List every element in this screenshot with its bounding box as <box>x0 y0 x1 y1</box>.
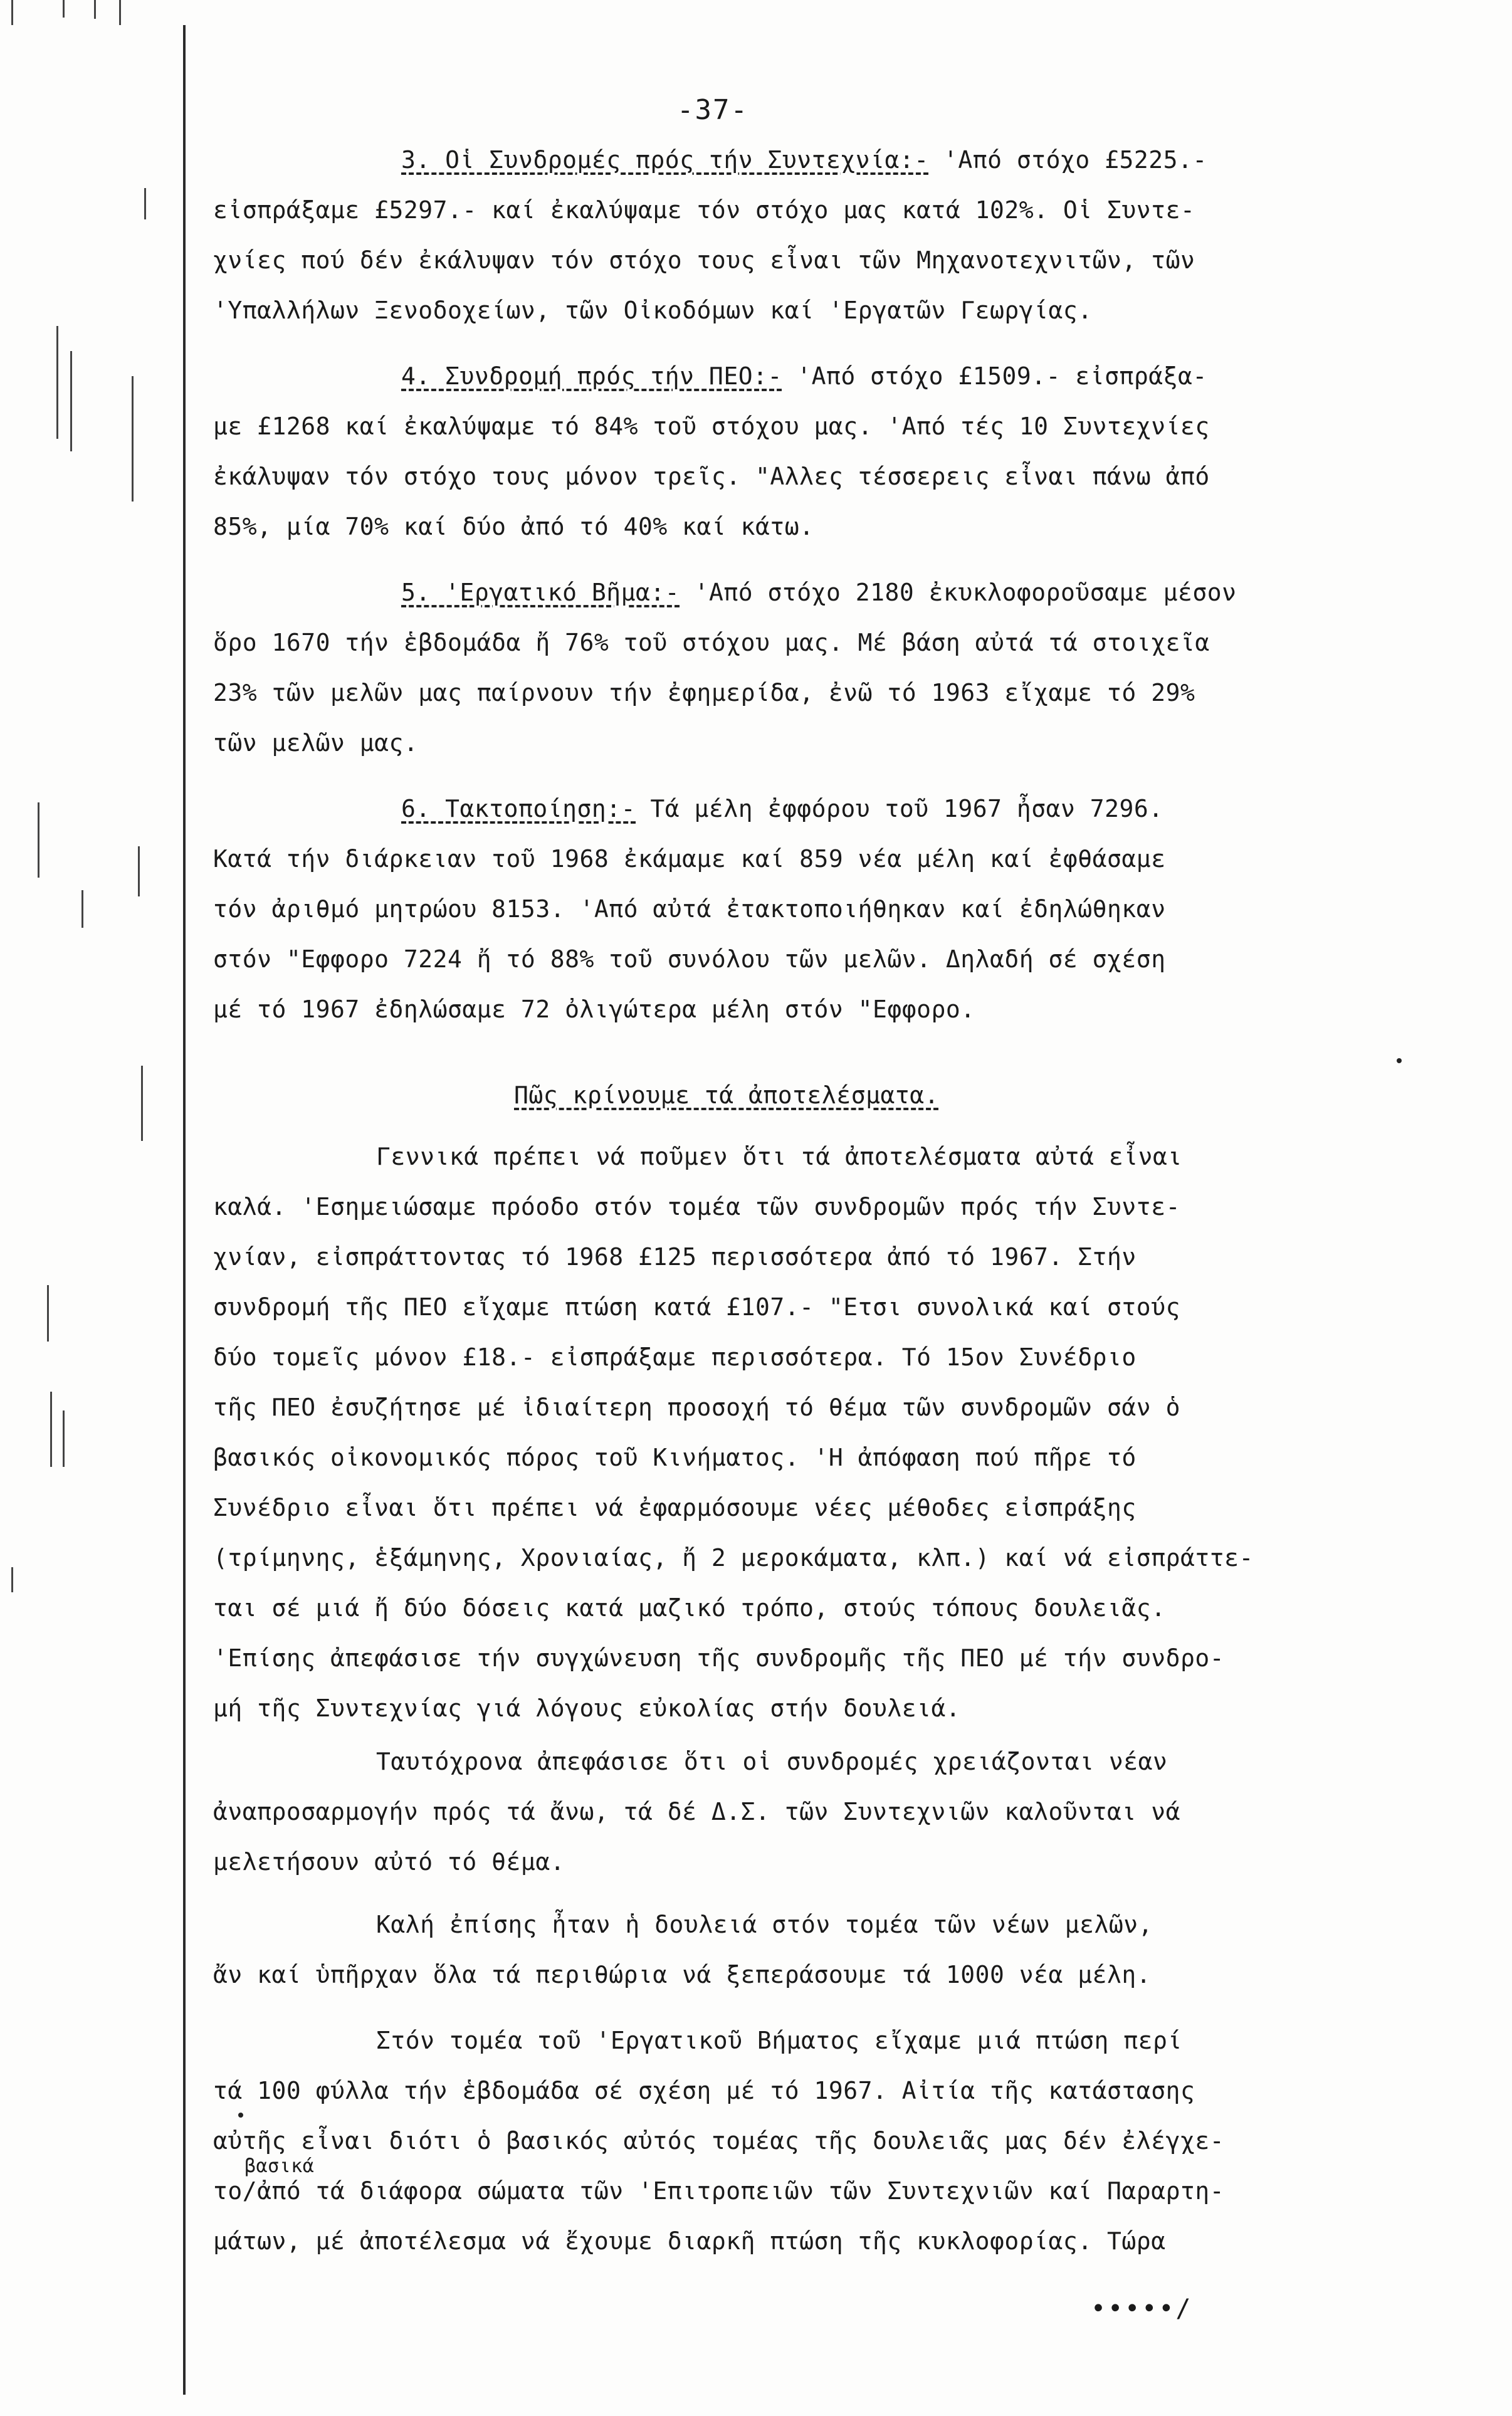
text-line: 23% τῶν μελῶν μας παίρνουν τήν ἐφημερίδα, ἐνῶ τό 1963 εἴχαμε τό 29% <box>213 679 1195 706</box>
section-title: 5. 'Εργατικό Βῆμα:- <box>401 579 680 606</box>
text-span: 'Από στόχο £1509.- εἰσπράξα- <box>782 362 1207 390</box>
text-line: Στόν τομέα τοῦ 'Εργατικοῦ Βήματος εἴχαμε μιά πτώση περί <box>376 2027 1182 2054</box>
section-3 <box>213 135 1404 335</box>
stray-mark <box>1397 1058 1402 1063</box>
text-line: καλά. 'Εσημειώσαμε πρόοδο στόν τομέα τῶν συνδρομῶν πρός τήν Συντε- <box>213 1193 1180 1221</box>
page-number: -37- <box>677 94 748 126</box>
section-4 <box>213 351 1404 552</box>
text-line <box>213 351 1404 401</box>
text-span: Τά μέλη ἐφφόρου τοῦ 1967 ἦσαν 7296. <box>636 795 1163 822</box>
text-line: Κατά τήν διάρκειαν τοῦ 1968 ἐκάμαμε καί 859 νέα μέλη καί ἐφθάσαμε <box>213 845 1166 873</box>
section-6 <box>213 784 1404 1034</box>
text-line: μάτων, μέ ἀποτέλεσμα νά ἔχουμε διαρκῆ πτώση τῆς κυκλοφορίας. Τώρα <box>213 2227 1166 2255</box>
margin-mark <box>63 1410 65 1467</box>
text-line: 'Επίσης ἀπεφάσισε τήν συγχώνευση τῆς συνδρομῆς τῆς ΠΕΟ μέ τήν συνδρο- <box>213 1644 1225 1672</box>
text-line: δύο τομεῖς μόνον £18.- εἰσπράξαμε περισσότερα. Τό 15ον Συνέδριο <box>213 1343 1137 1371</box>
margin-mark <box>141 1066 143 1141</box>
page-left-edge-line <box>183 25 186 2395</box>
section-title: 6. Τακτοποίηση:- <box>401 795 636 822</box>
text-line: Συνέδριο εἶναι ὅτι πρέπει νά ἐφαρμόσουμε νέες μέθοδες εἰσπράξης <box>213 1494 1137 1521</box>
margin-mark <box>94 0 96 19</box>
text-line: Καλή ἐπίσης ἦταν ἡ δουλειά στόν τομέα τῶν νέων μελῶν, <box>376 1911 1153 1938</box>
text-span: 'Από στόχο 2180 ἐκυκλοφοροῦσαμε μέσον <box>680 579 1237 606</box>
text-line: με £1268 καί ἐκαλύψαμε τό 84% τοῦ στόχου μας. 'Από τές 10 Συντεχνίες <box>213 412 1210 440</box>
text-line: 'Υπαλλήλων Ξενοδοχείων, τῶν Οἰκοδόμων καί 'Εργατῶν Γεωργίας. <box>213 297 1093 324</box>
text-line: μή τῆς Συντεχνίας γιά λόγους εὐκολίας στήν δουλειά. <box>213 1694 961 1722</box>
text-line: μελετήσουν αὐτό τό θέμα. <box>213 1848 565 1876</box>
margin-mark <box>70 351 72 451</box>
paragraph-new-members <box>213 1899 1404 2000</box>
text-line: μέ τό 1967 ἐδηλώσαμε 72 ὀλιγώτερα μέλη στόν "Εφφορο. <box>213 995 975 1023</box>
margin-mark <box>63 0 65 18</box>
text-line: 85%, μία 70% καί δύο ἀπό τό 40% καί κάτω. <box>213 513 814 540</box>
text-line: αὐτῆς εἶναι διότι ὁ βασικός αὐτός τομέας τῆς δουλειᾶς μας δέν ἐλέγχε- <box>213 2127 1225 2155</box>
margin-mark <box>11 0 13 25</box>
heading-results: Πῶς κρίνουμε τά ἀποτελέσματα. <box>514 1081 939 1109</box>
text-line: βασικός οἰκονομικός πόρος τοῦ Κινήματος. 'Η ἀπόφαση πού πῆρε τό <box>213 1444 1137 1471</box>
section-title: 3. Οἱ Συνδρομές πρός τήν Συντεχνία:- <box>401 146 929 174</box>
text-line: τῆς ΠΕΟ ἐσυζήτησε μέ ἰδιαίτερη προσοχή τό θέμα τῶν συνδρομῶν σάν ὁ <box>213 1394 1180 1421</box>
text-line: ὅρο 1670 τήν ἑβδομάδα ἤ 76% τοῦ στόχου μας. Μέ βάση αὐτά τά στοιχεῖα <box>213 629 1210 656</box>
margin-mark <box>144 188 146 219</box>
text-line: Ταυτόχρονα ἀπεφάσισε ὅτι οἱ συνδρομές χρειάζονται νέαν <box>376 1748 1168 1775</box>
text-line: συνδρομή τῆς ΠΕΟ εἴχαμε πτώση κατά £107.- "Ετσι συνολικά καί στούς <box>213 1293 1180 1321</box>
text-line: τόν ἀριθμό μητρώου 8153. 'Από αὐτά ἐτακτοποιήθηκαν καί ἐδηλώθηκαν <box>213 895 1166 923</box>
text-line: τά 100 φύλλα τήν ἑβδομάδα σέ σχέση μέ τό 1967. Αἰτία τῆς κατάστασης <box>213 2077 1195 2104</box>
margin-mark <box>38 802 39 878</box>
margin-mark <box>119 0 121 25</box>
text-line: Γεννικά πρέπει νά ποῦμεν ὅτι τά ἀποτελέσματα αὐτά εἶναι <box>376 1143 1182 1170</box>
text-line: ται σέ μιά ἤ δύο δόσεις κατά μαζικό τρόπο, στούς τόπους δουλειᾶς. <box>213 1594 1166 1622</box>
text-line: χνίες πού δέν ἐκάλυψαν τόν στόχο τους εἶναι τῶν Μηχανοτεχνιτῶν, τῶν <box>213 246 1195 274</box>
text-line: το/ἀπό τά διάφορα σώματα τῶν 'Επιτροπειῶν τῶν Συντεχνιῶν καί Παραρτη- <box>213 2177 1225 2205</box>
paragraph-simultaneously <box>213 1736 1404 1887</box>
margin-mark <box>56 326 58 439</box>
margin-mark <box>11 1567 13 1592</box>
continuation-mark: •••••/ <box>1091 2294 1193 2323</box>
text-line: ἄν καί ὑπῆρχαν ὅλα τά περιθώρια νά ξεπεράσουμε τά 1000 νέα μέλη. <box>213 1961 1152 1988</box>
section-title: 4. Συνδρομή πρός τήν ΠΕΟ:- <box>401 362 782 390</box>
text-line <box>213 784 1404 834</box>
paragraph-ergatiko-vima <box>213 2015 1404 2266</box>
paragraph-general <box>213 1132 1404 1733</box>
text-line: τῶν μελῶν μας. <box>213 729 419 757</box>
text-line: ἀναπροσαρμογήν πρός τά ἄνω, τά δέ Δ.Σ. τῶν Συντεχνιῶν καλοῦνται νά <box>213 1798 1180 1825</box>
text-line: (τρίμηνης, ἑξάμηνης, Χρονιαίας, ἤ 2 μεροκάματα, κλπ.) καί νά εἰσπράττε- <box>213 1544 1254 1572</box>
margin-mark <box>81 890 83 928</box>
margin-mark <box>132 376 134 502</box>
interlinear-insertion: βασικά <box>244 2155 315 2177</box>
margin-mark <box>50 1392 52 1467</box>
section-5 <box>213 567 1404 768</box>
text-line: ἐκάλυψαν τόν στόχο τους μόνον τρεῖς. "Αλλες τέσσερεις εἶναι πάνω ἀπό <box>213 463 1210 490</box>
text-line <box>213 567 1404 617</box>
text-line <box>213 135 1404 185</box>
margin-mark <box>47 1285 49 1342</box>
text-span: 'Από στόχο £5225.- <box>928 146 1207 174</box>
text-line: χνίαν, εἰσπράττοντας τό 1968 £125 περισσότερα ἀπό τό 1967. Στήν <box>213 1243 1137 1271</box>
margin-mark <box>138 846 140 896</box>
text-line: εἰσπράξαμε £5297.- καί ἐκαλύψαμε τόν στόχο μας κατά 102%. Οἱ Συντε- <box>213 196 1195 224</box>
text-line: στόν "Εφφορο 7224 ἤ τό 88% τοῦ συνόλου τῶν μελῶν. Δηλαδή σέ σχέση <box>213 945 1166 973</box>
